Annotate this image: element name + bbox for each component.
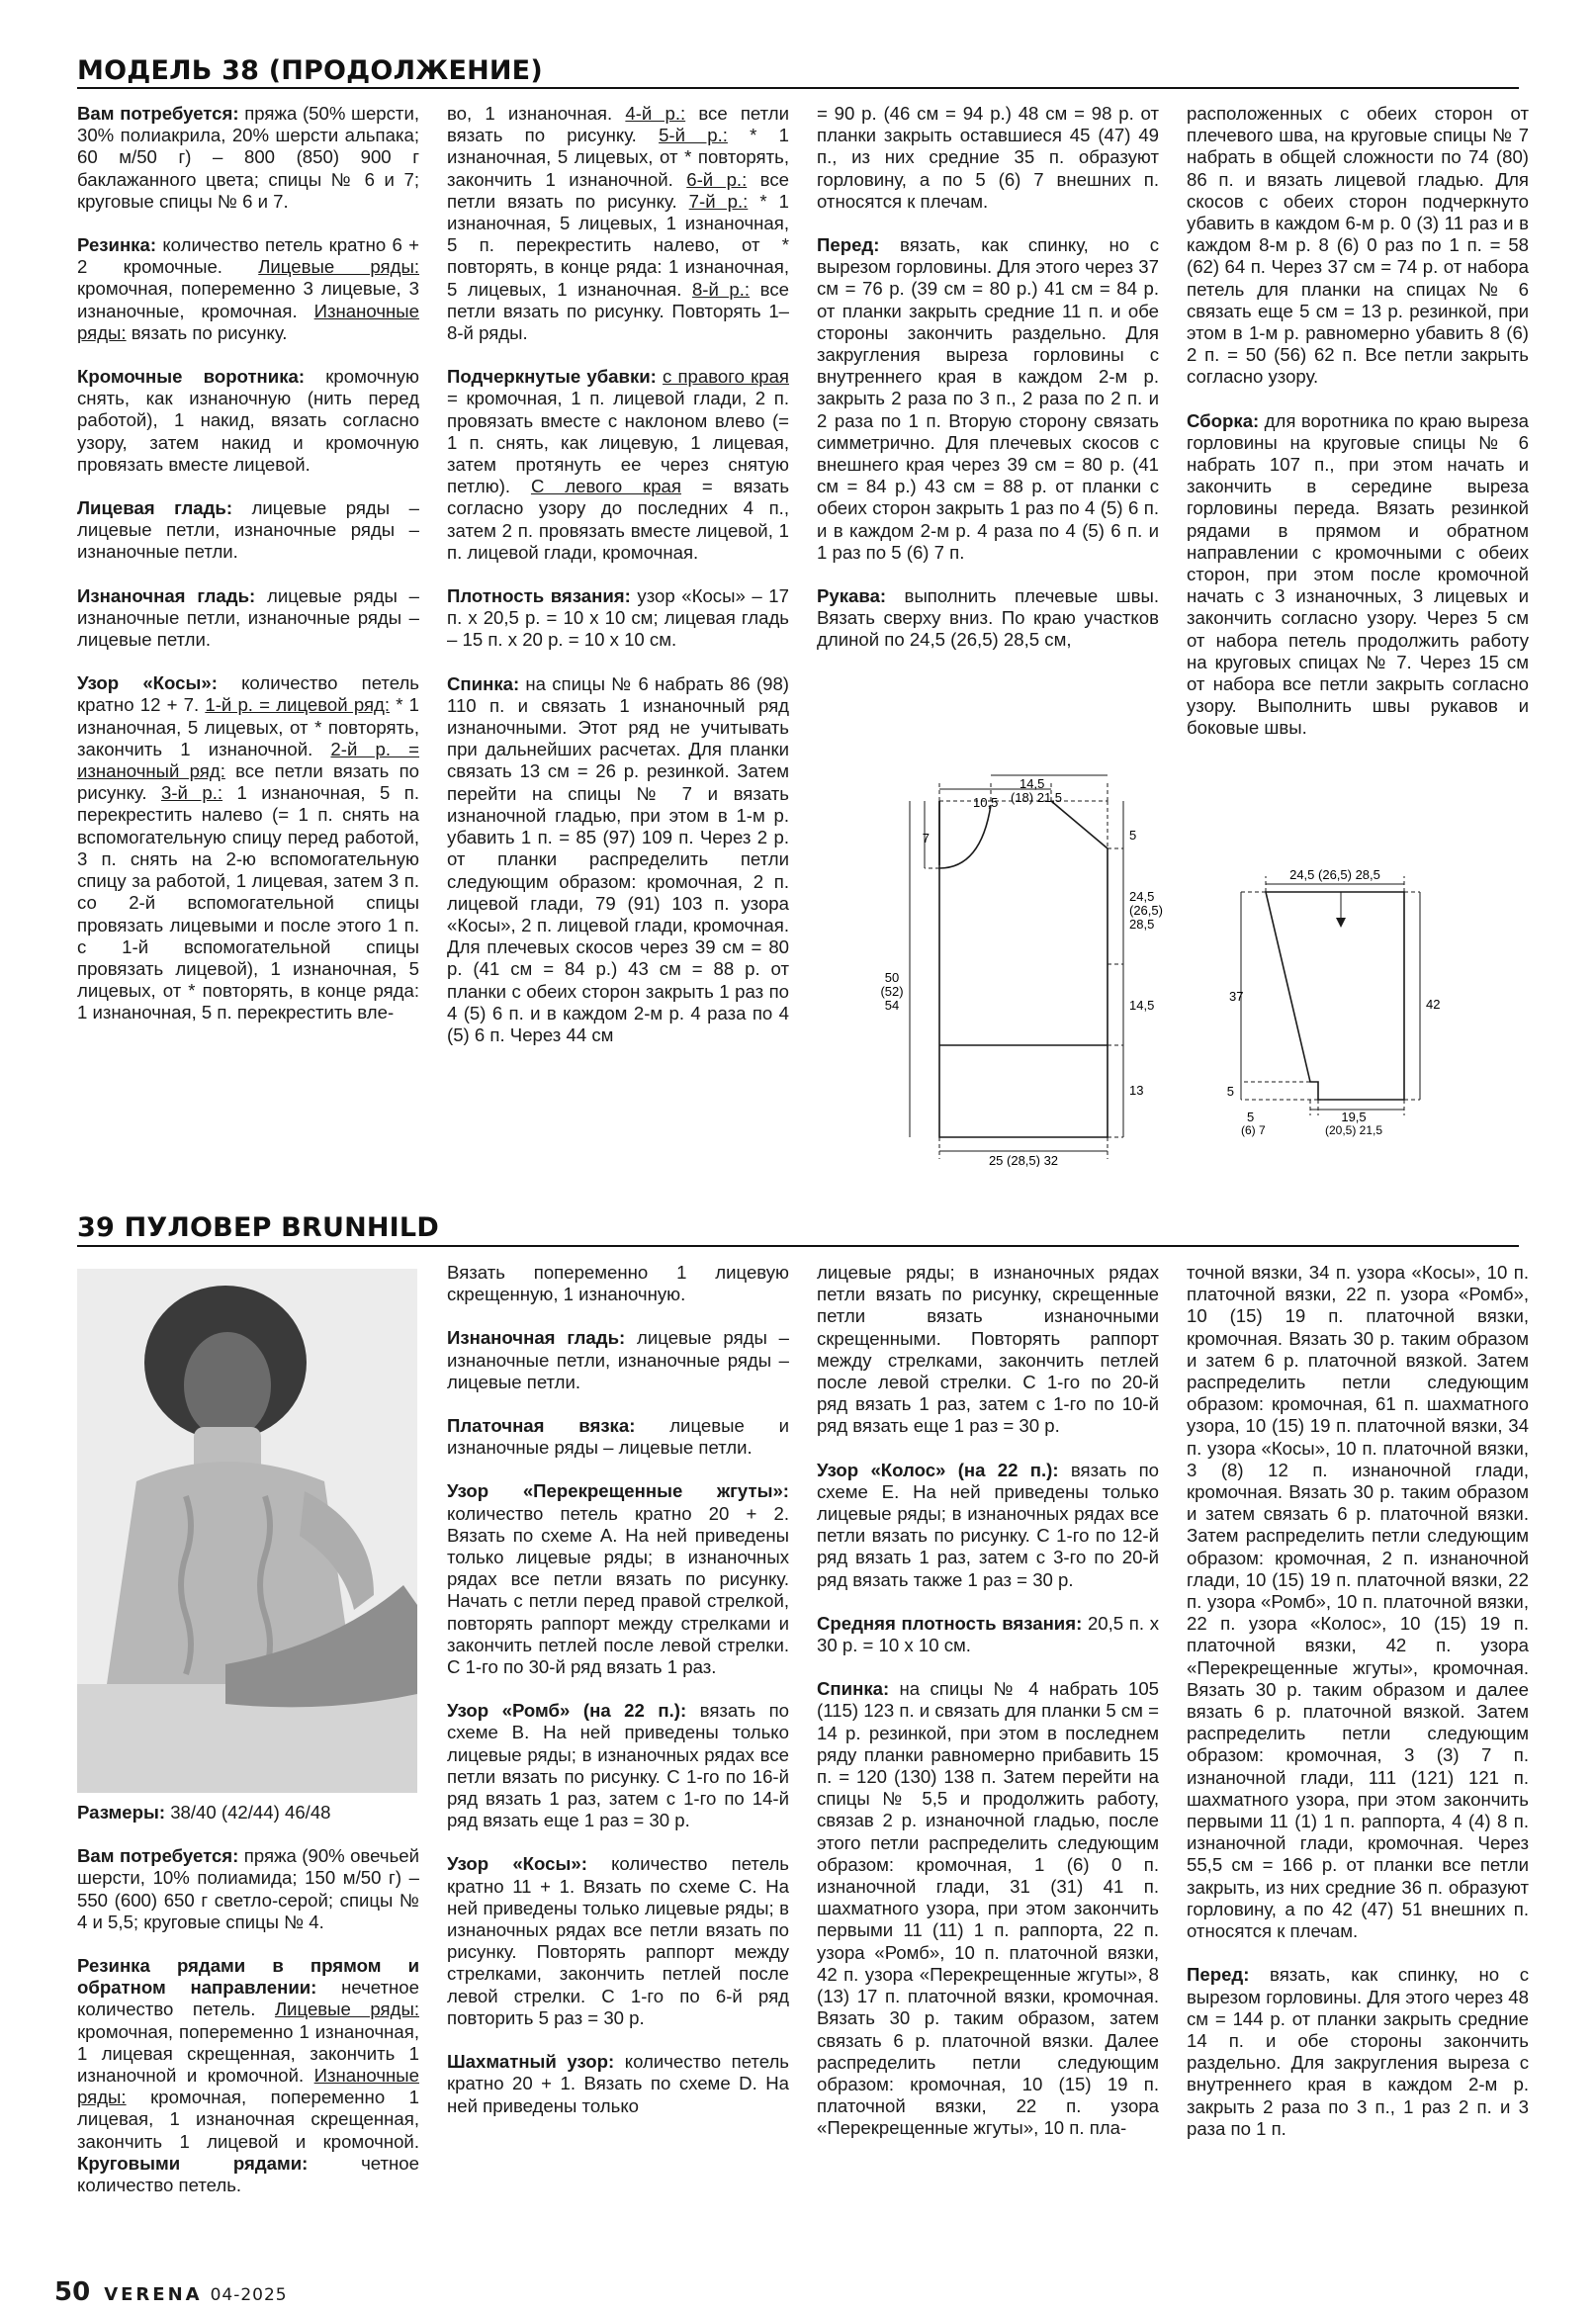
rib-paragraph: Резинка: количество петель кратно 6 + 2 кромочные. Лицевые ряды: кромочная, попеременно 3 лицевые, 3 изнаночные, кромочная. Изнаночные ряды: вязать по рисунку. (77, 234, 419, 343)
dim-cuff-h: 5 (1226, 1084, 1234, 1099)
dim-sleeve-right: 42 (1426, 997, 1441, 1012)
sizes-paragraph: Размеры: 38/40 (42/44) 46/48 (77, 1802, 331, 1823)
model-photo (77, 1269, 417, 1793)
page-footer (54, 2277, 288, 2307)
s1-column-3 (817, 103, 1159, 673)
cables-2-paragraph: Узор «Косы»: количество петель кратно 11 + 1. Вязать по схеме C. На ней приведены только лицевые ряды; в изнаночных рядах все петли вязать по рисунку. Повторять раппорт между стрелками, закончить петлей после левой стрелки. С 1-го по 6-й ряд повторить 5 раз = 30 р. (447, 1853, 789, 2028)
dim-armhole-s3: 28,5 (1129, 917, 1155, 932)
dim-bottom: 25 (28,5) 32 (988, 1153, 1059, 1167)
diamond-paragraph: Узор «Ромб» (на 22 п.): вязать по схеме B. На ней приведены только лицевые ряды; в изнаночных рядах все петли вязать по рисунку. С 1-го по 16-й ряд вязать 1 раз, затем с 1-го по 14-й ряд вязать еще 1 раз = 30 р. (447, 1700, 789, 1831)
dim-sleeve-left: 37 (1229, 989, 1244, 1004)
s2-column-3 (817, 1262, 1159, 2162)
back-continued-paragraph: = 90 р. (46 см = 94 р.) 48 см = 98 р. от планки закрыть оставшиеся 45 (47) 49 п., из них средние 35 п. образуют горловину, а по 5 (6) 7 внешних п. относятся к плечам. (817, 103, 1159, 212)
dim-sleeve-top: 24,5 (26,5) 28,5 (1289, 867, 1380, 882)
back-paragraph: Спинка: на спицы № 6 набрать 86 (98) 110 п. и связать 1 изнаночный ряд изнаночными. Этот ряд не учитывать при дальнейших расчетах. Для планки связать 13 см = 26 р. резинкой. Затем перейти на спицы № 7 и вязать изнаночной гладью, при этом в 1-м р. убавить 1 п. = 85 (97) 109 п. Через 2 р. от планки распределить петли следующим образом: кромочная, 2 п. лицевой глади, 79 (91) 103 п. узора «Косы», 2 п. лицевой глади, кромочная. Для плечевых скосов через 39 см = 80 р. (41 см = 84 р.) 43 см = 88 р. от планки с обеих сторон закрыть 1 раз по 4 (5) 6 п. и в каждом 2-м р. 4 раза по 4 (5) 6 п. Через 44 см (447, 672, 789, 1045)
section-title-model-38: МОДЕЛЬ 38 (ПРОДОЛЖЕНИЕ) (77, 55, 543, 86)
materials-2-paragraph: Вам потребуется: пряжа (90% овечьей шерсти, 10% полиамида; 150 м/50 г) – 550 (600) 650 г светло-серой; спицы № 4 и 5,5; круговые спицы № 4. (77, 1845, 419, 1932)
garter-paragraph: Платочная вязка: лицевые и изнаночные ряды – лицевые петли. (447, 1415, 789, 1459)
decreases-paragraph: Подчеркнутые убавки: с правого края = кромочная, 1 п. лицевой глади, 2 п. провязать вместе с наклоном влево (= 1 п. снять, как лицевую, 1 лицевая, затем протянуть ее через снятую петлю). С левого края = вязать согласно узору до последних 4 п., затем 2 п. провязать вместе лицевой, 1 п. лицевой глади, кромочная. (447, 366, 790, 563)
s1-column-2 (447, 103, 789, 1068)
s2-column-1 (77, 1802, 419, 2218)
dim-top-total: 14,5 (1020, 776, 1045, 791)
issue-number: 04-2025 (210, 2285, 288, 2305)
dim-bot-left: 5 (1247, 1110, 1255, 1124)
s2-column-4 (1187, 1262, 1529, 2162)
body-outline (939, 801, 1108, 1137)
dim-mid: 14,5 (1129, 998, 1155, 1013)
knitting-direction-arrow-icon (1336, 918, 1346, 928)
back-2-paragraph: Спинка: на спицы № 4 набрать 105 (115) 123 п. и связать для планки 5 см = 14 р. резинкой, при этом в последнем ряду планки равномерно прибавить 15 п. = 120 (130) 138 п. Затем перейти на спицы № 5,5 и продолжить работу, связав 2 р. изнаночной гладью, после этого петли распределить следующим образом: кромочная, 1 (6) 0 п. изнаночной глади, 31 (31) 41 п. шахматного узора, при этом закончить первыми 11 (11) 1 п. раппорта, 22 п. узора «Ромб», 10 п. платочной вязки, 42 п. узора «Перекрещенные жгуты», 8 (13) 17 п. платочной вязки, кромочная. Вязать 30 р. таким образом, затем связать 6 р. платочной вязки. Далее распределить петли следующим образом: кромочная, 10 (15) 19 п. платочной вязки, 22 п. узора «Перекрещенные жгуты», 10 п. пла- (817, 1678, 1159, 2139)
magazine-name: VERENA (104, 2284, 203, 2305)
crossed-cables-paragraph: Узор «Перекрещенные жгуты»: количество петель кратно 20 + 2. Вязать по схеме A. На ней приведены только лицевые ряды; в изнаночных рядах все петли вязать по рисунку. Начать с петли перед правой стрелкой, повторять раппорт между стрелками и закончить петлей после левой стрелки. С 1-го по 30-й ряд вязать 1 раз. (447, 1480, 789, 1678)
body-schematic (870, 771, 1167, 1167)
wheat-paragraph: Узор «Колос» (на 22 п.): вязать по схеме E. На ней приведены только лицевые ряды; в изнаночных рядах все петли вязать по рисунку. С 1-го по 12-й ряд вязать 1 раз, затем с 3-го по 20-й ряд вязать также 1 раз = 30 р. (817, 1459, 1159, 1590)
dim-bot-left-sizes: (6) 7 (1241, 1123, 1266, 1137)
dim-bot-right: 19,5 (1341, 1110, 1367, 1124)
dim-bot-right-sizes: (20,5) 21,5 (1324, 1123, 1383, 1137)
section-rule (77, 87, 1519, 89)
cables-rows-paragraph: во, 1 изнаночная. 4-й р.: все петли вязать по рисунку. 5-й р.: * 1 изнаночная, 5 лицевых, от * повторять, закончить 1 изнаночной. 6-й р.: все петли вязать по рисунку. 7-й р.: * 1 изнаночная, 5 лицевых, 1 изнаночная, 5 п. перекрестить налево, от * повторять, в конце ряда: 1 изнаночная, 5 лицевых, 1 изнаночная. 8-й р.: все петли вязать по рисунку. Повторять 1–8-й ряды. (447, 103, 789, 344)
dim-band: 13 (1129, 1083, 1144, 1098)
checker-continued-paragraph: лицевые ряды; в изнаночных рядах петли вязать по рисунку, скрещенные петли вязать изнаночными скрещенными. Повторять раппорт между стрелками, закончить петлей после левой стрелки. С 1-го по 20-й ряд вязать 1 раз, затем с 1-го по 10-й ряд вязать еще 1 раз = 30 р. (817, 1262, 1159, 1437)
stockinette-paragraph: Лицевая гладь: лицевые ряды – лицевые петли, изнаночные ряды – изнаночные петли. (77, 497, 419, 563)
sleeve-outline (1266, 892, 1404, 1100)
dim-armhole-s2: (26,5) (1129, 903, 1163, 918)
collar-edge-paragraph: Кромочные воротника: кромочную снять, как изнаночную (нить перед работой), 1 накид, вязать согласно узору, затем накид и кромочную провязать вместе лицевой. (77, 366, 419, 475)
s1-column-1 (77, 103, 419, 1046)
page-number: 50 (54, 2277, 91, 2307)
cables-pattern-paragraph: Узор «Косы»: количество петель кратно 12 + 7. 1-й р. = лицевой ряд: * 1 изнаночная, 5 лицевых, от * повторять, закончить 1 изнаночной. 2-й р. = изнаночный ряд: все петли вязать по рисунку. 3-й р.: 1 изнаночная, 5 п. перекрестить налево (= 1 п. снять на вспомогательную спицу перед работой, 3 п. снять на 2-ю вспомогательную спицу за работой, 1 лицевая, затем 3 п. со 2-й вспомогательной спицы провязать лицевыми и после этого 1 п. с 1-й вспомогательной спицы провязать лицевой), 1 изнаночная, 5 лицевых, от * повторять, в конце ряда: 1 изнаночная, 5 п. перекрестить вле- (77, 672, 420, 1023)
section-rule-2 (77, 1245, 1519, 1247)
front-paragraph: Перед: вязать, как спинку, но с вырезом горловины. Для этого через 37 см = 76 р. (39 см = 80 р.) 41 см = 84 р. от планки закрыть средние 11 п. и обе стороны закончить раздельно. Для закругления выреза горловины с внутреннего края в каждом 2-м р. закрыть 2 раза по 3 п., 2 раза по 2 п. и 2 раза по 1 п. Вторую сторону связать симметрично. Для плечевых скосов с внешнего края через 39 см = 80 р. (41 см = 84 р.) 43 см = 88 р. от планки с обеих сторон закрыть 1 раз по 4 (5) 6 п. и в каждом 2-м р. 4 раза по 4 (5) 6 п. и 1 раз по 5 (6) 7 п. (817, 234, 1159, 563)
rib-round-paragraph: Вязать попеременно 1 лицевую скрещенную, 1 изнаночную. (447, 1262, 789, 1305)
assembly-paragraph: Сборка: для воротника по краю выреза горловины на круговые спицы № 6 набрать 107 п., при этом начать и закончить в середине выреза горловины переда. Вязать резинкой рядами в прямом и обратном направлении с кромочными с обеих сторон, при этом после кромочной начать с 3 изнаночных, 3 лицевых и закончить согласно узору. Через 5 см от набора петель продолжить работу на круговых спицах № 7. Через 15 см от набора все петли закрыть согласно узору. Выполнить швы рукавов и боковые швы. (1187, 409, 1529, 739)
neckline-curve (939, 805, 991, 868)
back-2-continued-paragraph: точной вязки, 34 п. узора «Косы», 10 п. платочной вязки, 22 п. узора «Ромб», 10 (15) 19 п. платочной вязки, кромочная. Вязать 30 р. таким образом и затем 6 р. платочной вязкой. Затем распределить петли следующим образом: кромочная, 61 п. шахматного узора, 10 (15) 19 п. платочной вязки, 34 п. узора «Косы», 10 п. платочной вязки, 3 (8) 12 п. изнаночной глади, кромочная. Вязать 30 р. таким образом и затем связать 6 р. платочной вязки. Затем распределить петли следующим образом: кромочная, 2 п. изнаночной глади, 10 (15) 19 п. платочной вязки, 22 п. узора «Ромб», 10 п. платочной вязки, 22 п. узора «Колос», 10 (15) 19 п. платочной вязки, 42 п. узора «Перекрещенные жгуты», кромочная. Вязать 30 р. таким образом и далее вязать 6 р. платочной вязкой. Затем распределить петли следующим образом: кромочная, 3 (3) 7 п. изнаночной глади, 111 (121) 121 п. шахматного узора, при этом закончить первыми 11 (1) 1 п. раппорта, 4 (4) 8 п. изнаночной глади, кромочная. Через 55,5 см = 166 р. от планки все петли закрыть, из них средние 36 п. образуют горловину, а по 42 (47) 51 внешних п. относятся к плечам. (1187, 1262, 1529, 1942)
section-title-model-39: 39 ПУЛОВЕР BRUNHILD (77, 1212, 439, 1243)
rib-2-paragraph: Резинка рядами в прямом и обратном направлении: нечетное количество петель. Лицевые ряды: кромочная, попеременно 1 изнаночная, 1 лицевая скрещенная, закончить 1 изнаночной и кромочной. Изнаночные ряды: кромочная, попеременно 1 лицевая, 1 изнаночная скрещенная, закончить 1 лицевой и кромочной. Круговыми рядами: четное количество петель. (77, 1955, 419, 2196)
dim-armhole: 24,5 (1129, 889, 1155, 904)
dim-neck-depth: 7 (922, 831, 930, 845)
front-2-paragraph: Перед: вязать, как спинку, но с вырезом горловины. Для этого через 48 см = 144 р. от планки закрыть средние 14 п. и обе стороны закончить раздельно. Для закругления выреза с внутреннего края в каждом 2-м р. закрыть 2 раза по 3 п., 1 раз 2 п. и 3 раза по 1 п. (1187, 1964, 1529, 2139)
sleeves-paragraph: Рукава: выполнить плечевые швы. Вязать сверху вниз. По краю участков длиной по 24,5 (26,5) 28,5 см, (817, 585, 1159, 651)
avg-gauge-paragraph: Средняя плотность вязания: 20,5 п. x 30 р. = 10 x 10 см. (817, 1612, 1159, 1656)
checker-paragraph: Шахматный узор: количество петель кратно 20 + 1. Вязать по схеме D. На ней приведены только (447, 2051, 789, 2116)
dim-total-h-s2: (52) (880, 984, 904, 999)
dim-neck-width: 10,5 (973, 795, 999, 810)
dim-shoulder-drop: 5 (1129, 828, 1137, 843)
s2-column-2 (447, 1262, 789, 2139)
materials-paragraph: Вам потребуется: пряжа (50% шерсти, 30% полиакрила, 20% шерсти альпака; 60 м/50 г) – 800 (850) 900 г баклажанного цвета; спицы № 6 и 7; круговые спицы № 6 и 7. (77, 103, 419, 212)
dim-total-h-s3: 54 (884, 998, 900, 1013)
gauge-paragraph: Плотность вязания: узор «Косы» – 17 п. x 20,5 р. = 10 x 10 см; лицевая гладь – 15 п. x 20 р. = 10 x 10 см. (447, 585, 789, 651)
reverse-stockinette-2-paragraph: Изнаночная гладь: лицевые ряды – изнаночные петли, изнаночные ряды – лицевые петли. (447, 1327, 790, 1392)
reverse-stockinette-paragraph: Изнаночная гладь: лицевые ряды – изнаночные петли, изнаночные ряды – лицевые петли. (77, 584, 420, 651)
sleeves-continued-paragraph: расположенных с обеих сторон от плечевого шва, на круговые спицы № 7 набрать в общей сложности по 74 (80) 86 п. и вязать лицевой гладью. Для скосов с обеих сторон подчеркнуто убавить в каждом 6-м р. 0 (3) 11 раз и в каждом 8-м р. 8 (6) 0 раз по 1 п. = 58 (62) 64 п. Через 37 см = 74 р. от набора петель для планки на спицах № 6 связать еще 5 см = 13 р. резинкой, при этом в 1-м р. равномерно убавить 8 (6) 2 п. = 50 (56) 62 п. Все петли закрыть согласно узору. (1187, 103, 1529, 388)
dim-total-h: 50 (884, 970, 900, 985)
s1-column-4 (1187, 103, 1529, 761)
dim-top-total-sizes: (18) 21,5 (1011, 790, 1063, 805)
model-photo-illustration (77, 1269, 417, 1793)
sleeve-schematic (1221, 862, 1449, 1159)
